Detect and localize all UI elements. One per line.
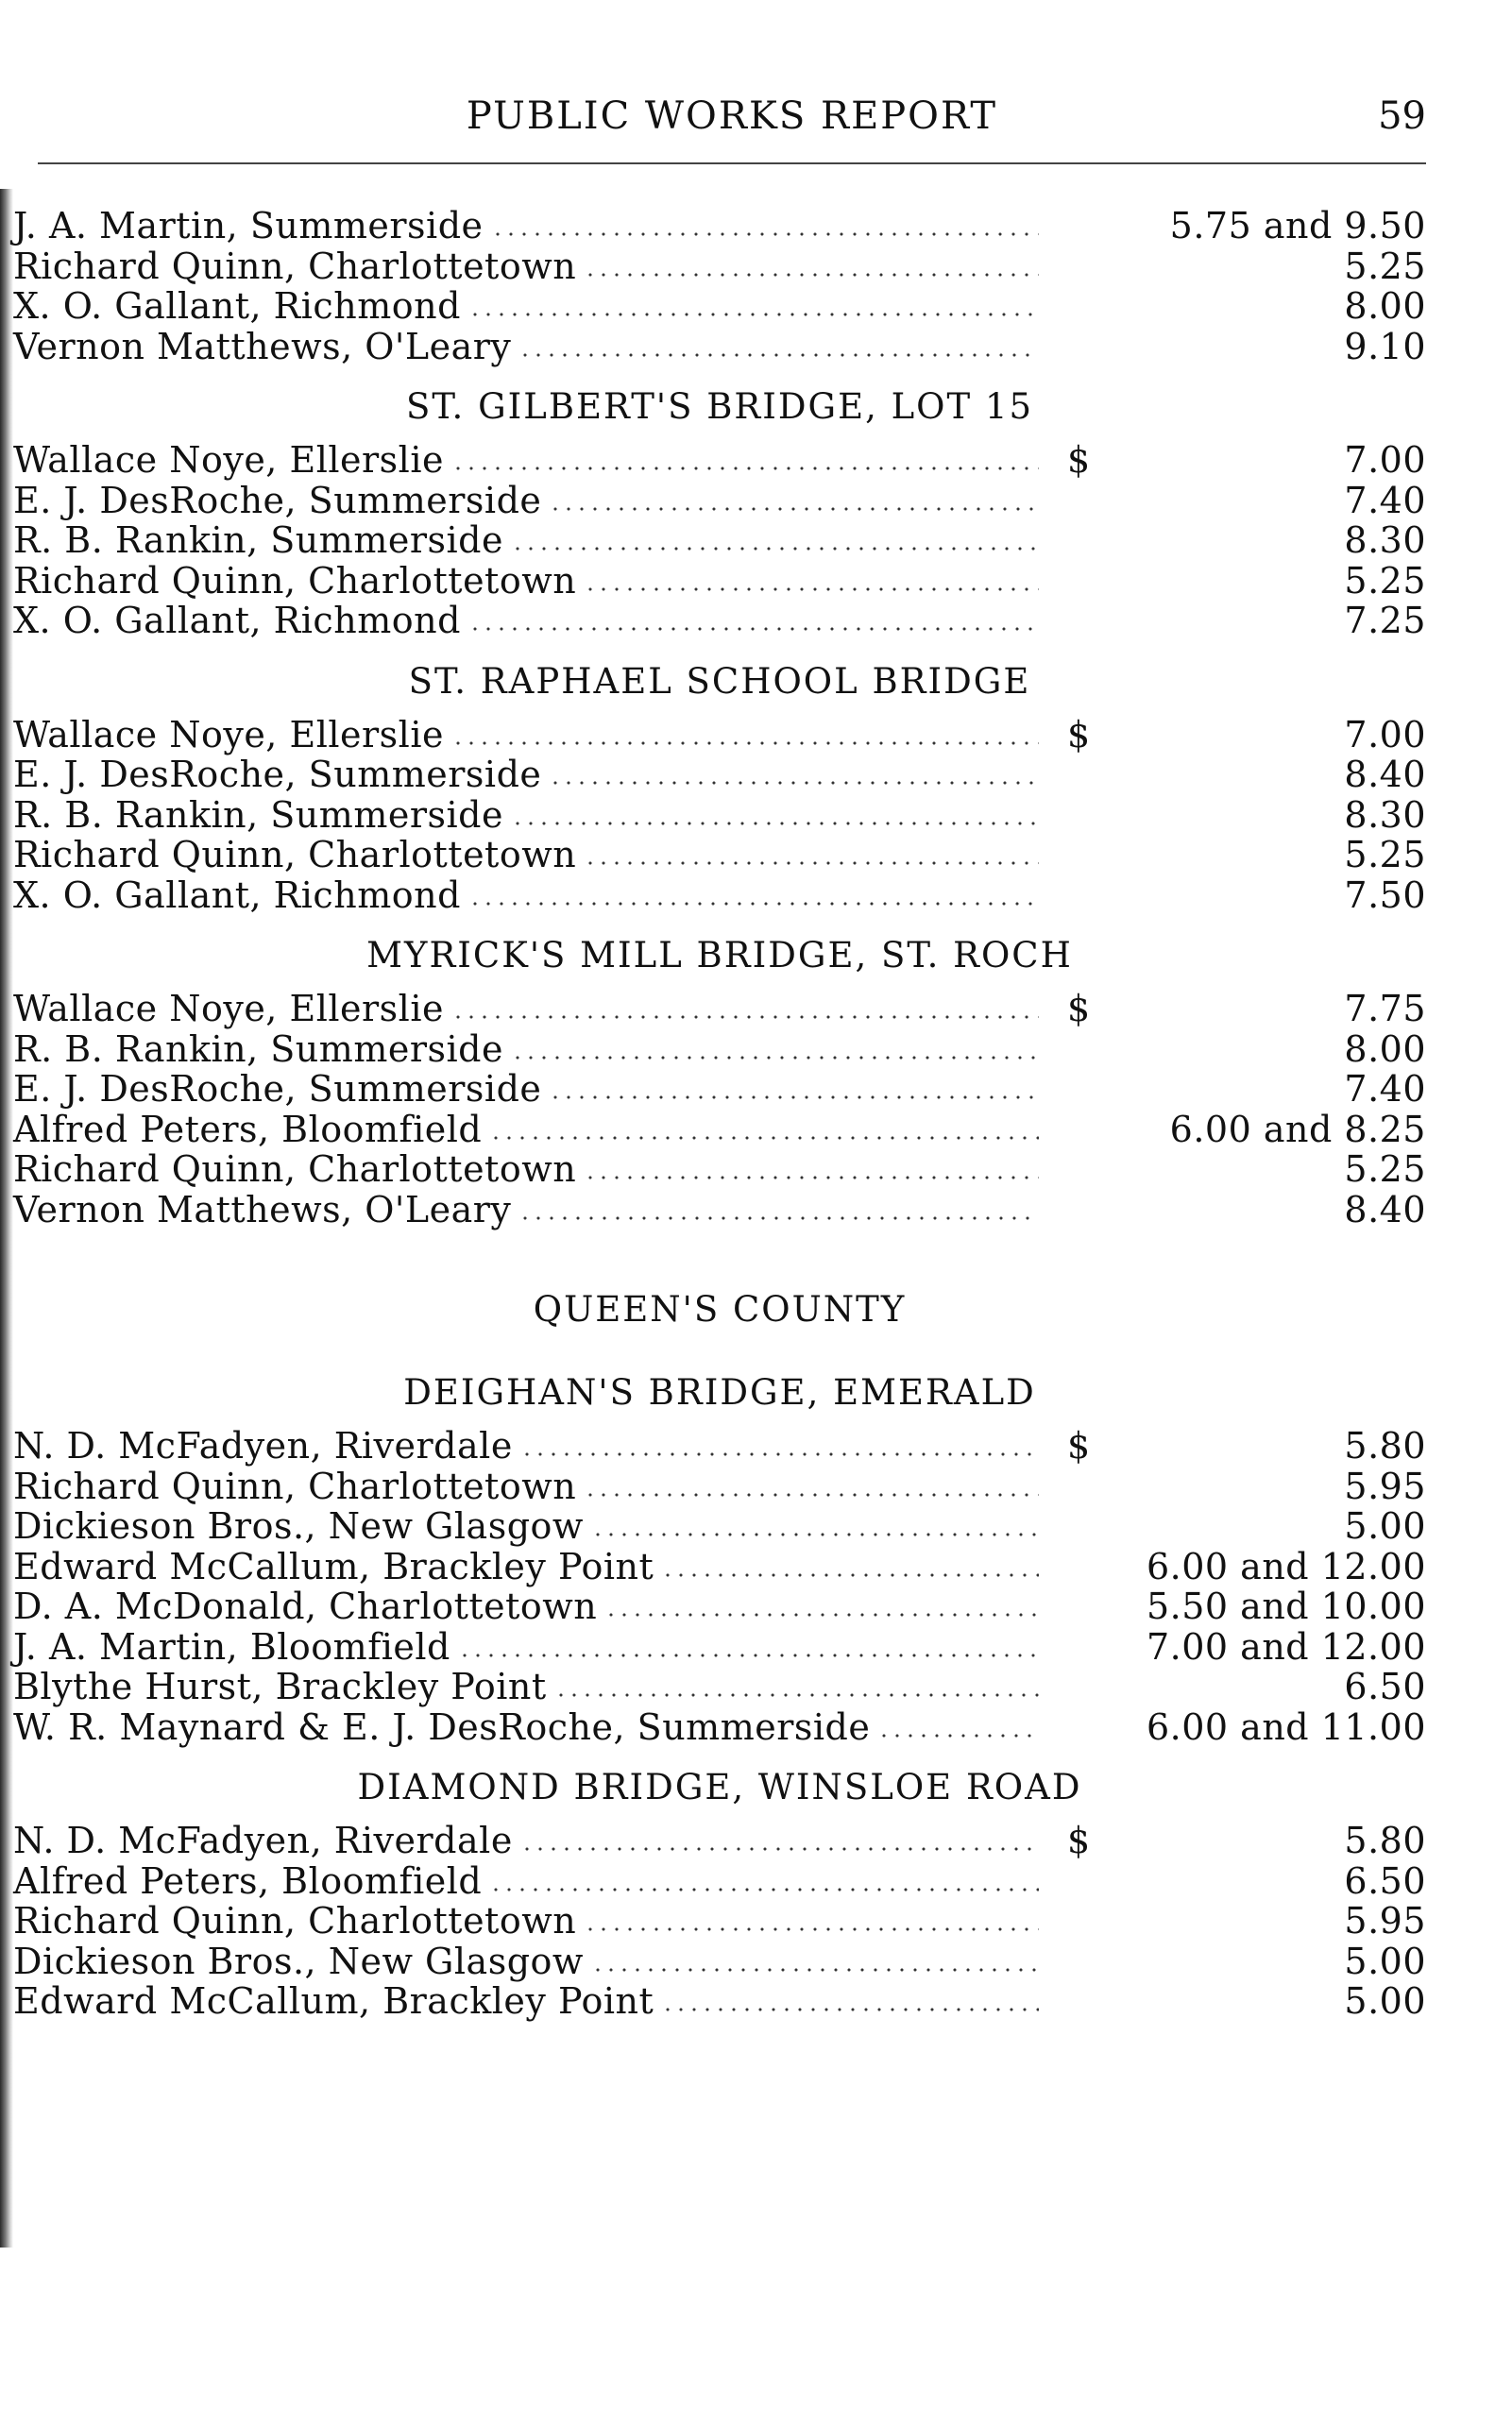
bidder-name: Dickieson Bros., New Glasgow [13, 1940, 584, 1982]
page-header [38, 94, 1426, 151]
bid-price: 5.00 [1344, 1940, 1426, 1982]
bid-price: 7.00 [1344, 713, 1426, 755]
dot-leader [451, 467, 1039, 470]
dot-leader [468, 627, 1039, 631]
bidder-name: W. R. Maynard & E. J. DesRoche, Summerside [13, 1705, 871, 1748]
bidder-name: Edward McCallum, Brackley Point [13, 1545, 654, 1587]
bridge-heading: DIAMOND BRIDGE, WINSLOE ROAD [357, 1767, 1082, 1807]
bid-price: 5.95 [1344, 1465, 1426, 1507]
tender-row [13, 246, 1426, 287]
bid-price: 5.25 [1344, 559, 1426, 602]
header-divider [38, 162, 1426, 164]
tender-row [13, 1149, 1426, 1190]
bid-price: 6.50 [1344, 1859, 1426, 1902]
bid-price: 7.50 [1344, 874, 1426, 916]
bid-price: 5.25 [1344, 1148, 1426, 1190]
tender-row [13, 481, 1426, 521]
tender-row [13, 327, 1426, 367]
dot-leader [520, 1452, 1039, 1456]
tender-row [13, 1901, 1426, 1942]
bidder-name: X. O. Gallant, Richmond [13, 874, 461, 916]
dot-leader [458, 1654, 1039, 1657]
dot-leader [489, 1888, 1039, 1892]
dot-leader [451, 1015, 1039, 1019]
tender-row [13, 1627, 1426, 1668]
bidder-name: Wallace Noye, Ellerslie [13, 713, 444, 755]
bid-price: 5.25 [1344, 834, 1426, 875]
bid-price: 5.00 [1344, 1980, 1426, 2022]
tender-row [13, 520, 1426, 561]
bidder-name: N. D. McFadyen, Riverdale [13, 1425, 513, 1467]
bid-price: 8.40 [1344, 754, 1426, 795]
bid-price: 6.00 and 8.25 [1169, 1108, 1426, 1150]
dot-leader [491, 232, 1039, 236]
tender-row [13, 440, 1426, 481]
dot-leader [591, 1968, 1039, 1972]
tender-row [13, 1707, 1426, 1748]
bid-price: 8.00 [1344, 285, 1426, 327]
bid-price: 5.75 and 9.50 [1169, 205, 1426, 246]
bidder-name: Richard Quinn, Charlottetown [13, 559, 577, 602]
bidder-name: Vernon Matthews, O'Leary [13, 325, 512, 367]
bid-price: 5.80 [1344, 1425, 1426, 1467]
bidder-name: Wallace Noye, Ellerslie [13, 439, 444, 481]
bid-price: 6.00 and 11.00 [1146, 1705, 1426, 1748]
bidder-name: E. J. DesRoche, Summerside [13, 754, 542, 795]
tender-row [13, 601, 1426, 641]
tender-row [13, 755, 1426, 795]
bid-price: 5.50 and 10.00 [1146, 1586, 1426, 1627]
dot-leader [511, 1056, 1039, 1060]
dot-leader [468, 313, 1039, 316]
bid-price: 5.95 [1344, 1900, 1426, 1942]
tender-row [13, 286, 1426, 327]
bid-price: 6.50 [1344, 1666, 1426, 1707]
book-spine-shadow [0, 189, 13, 2248]
bid-price: 9.10 [1344, 325, 1426, 367]
bid-price: 7.25 [1344, 600, 1426, 641]
bidder-name: Richard Quinn, Charlottetown [13, 245, 577, 287]
bidder-name: Wallace Noye, Ellerslie [13, 988, 444, 1029]
bid-price: 8.40 [1344, 1188, 1426, 1230]
page-number: 59 [1378, 94, 1426, 138]
bidder-name: Richard Quinn, Charlottetown [13, 1900, 577, 1942]
bidder-name: J. A. Martin, Bloomfield [13, 1625, 450, 1668]
currency-symbol: $ [1067, 713, 1091, 755]
bidder-name: J. A. Martin, Summerside [13, 205, 484, 246]
tender-row [13, 1586, 1426, 1627]
bidder-name: R. B. Rankin, Summerside [13, 519, 503, 561]
dot-leader [591, 1533, 1039, 1536]
bidder-name: Richard Quinn, Charlottetown [13, 1148, 577, 1190]
bidder-name: X. O. Gallant, Richmond [13, 285, 461, 327]
tender-listing [13, 206, 1426, 2022]
tender-row [13, 1190, 1426, 1230]
dot-leader [549, 781, 1039, 785]
tender-row [13, 1029, 1426, 1070]
tender-row [13, 1821, 1426, 1861]
bid-price: 5.00 [1344, 1505, 1426, 1547]
dot-leader [584, 587, 1039, 591]
dot-leader [489, 1136, 1039, 1140]
dot-leader [584, 1176, 1039, 1179]
dot-leader [877, 1734, 1039, 1738]
dot-leader [584, 1493, 1039, 1497]
dot-leader [604, 1613, 1039, 1617]
currency-symbol: $ [1067, 988, 1091, 1029]
bid-price: 8.30 [1344, 793, 1426, 836]
bridge-heading: ST. RAPHAEL SCHOOL BRIDGE [408, 660, 1031, 702]
bid-price: 5.25 [1344, 245, 1426, 287]
dot-leader [661, 2008, 1039, 2011]
dot-leader [511, 547, 1039, 551]
tender-row [13, 1942, 1426, 1982]
tender-row [13, 1547, 1426, 1587]
bid-price: 7.00 [1344, 439, 1426, 481]
dot-leader [518, 1216, 1039, 1220]
tender-row [13, 989, 1426, 1029]
tender-row [13, 1506, 1426, 1547]
bid-price: 7.75 [1344, 988, 1426, 1029]
dot-leader [549, 1095, 1039, 1099]
bidder-name: Blythe Hurst, Brackley Point [13, 1666, 547, 1707]
tender-row [13, 1110, 1426, 1150]
dot-leader [468, 902, 1039, 906]
dot-leader [518, 353, 1039, 357]
bid-price: 5.80 [1344, 1820, 1426, 1861]
dot-leader [661, 1573, 1039, 1577]
page-title: PUBLIC WORKS REPORT [466, 94, 998, 138]
dot-leader [451, 741, 1039, 745]
bid-price: 8.00 [1344, 1027, 1426, 1070]
bid-price: 7.40 [1344, 1068, 1426, 1110]
bid-price: 7.00 and 12.00 [1146, 1625, 1426, 1668]
tender-row [13, 795, 1426, 836]
bidder-name: N. D. McFadyen, Riverdale [13, 1820, 513, 1861]
currency-symbol: $ [1067, 1820, 1091, 1861]
bidder-name: X. O. Gallant, Richmond [13, 600, 461, 641]
bridge-heading: ST. GILBERT'S BRIDGE, LOT 15 [405, 386, 1034, 427]
tender-row [13, 875, 1426, 916]
bidder-name: Richard Quinn, Charlottetown [13, 834, 577, 875]
bidder-name: E. J. DesRoche, Summerside [13, 1068, 542, 1110]
bidder-name: Vernon Matthews, O'Leary [13, 1188, 512, 1230]
dot-leader [520, 1847, 1039, 1851]
bidder-name: Alfred Peters, Bloomfield [13, 1108, 483, 1150]
bid-price: 8.30 [1344, 519, 1426, 561]
tender-row [13, 561, 1426, 602]
tender-row [13, 1467, 1426, 1507]
bridge-heading: MYRICK'S MILL BRIDGE, ST. ROCH [366, 935, 1073, 975]
dot-leader [584, 861, 1039, 865]
dot-leader [511, 822, 1039, 825]
tender-row [13, 835, 1426, 875]
bidder-name: Edward McCallum, Brackley Point [13, 1980, 654, 2022]
bridge-heading: DEIGHAN'S BRIDGE, EMERALD [403, 1372, 1036, 1413]
bidder-name: E. J. DesRoche, Summerside [13, 479, 542, 521]
bid-price: 7.40 [1344, 479, 1426, 521]
bidder-name: Alfred Peters, Bloomfield [13, 1859, 483, 1902]
bidder-name: R. B. Rankin, Summerside [13, 793, 503, 836]
dot-leader [549, 507, 1039, 511]
tender-row [13, 1069, 1426, 1110]
tender-row [13, 1667, 1426, 1707]
tender-row [13, 1861, 1426, 1902]
county-heading: QUEEN'S COUNTY [533, 1289, 907, 1330]
bidder-name: Dickieson Bros., New Glasgow [13, 1505, 584, 1547]
tender-row [13, 1981, 1426, 2022]
bid-price: 6.00 and 12.00 [1146, 1545, 1426, 1587]
bidder-name: R. B. Rankin, Summerside [13, 1027, 503, 1070]
currency-symbol: $ [1067, 1425, 1091, 1467]
dot-leader [554, 1693, 1039, 1697]
currency-symbol: $ [1067, 439, 1091, 481]
bidder-name: D. A. McDonald, Charlottetown [13, 1586, 598, 1627]
dot-leader [584, 1927, 1039, 1931]
tender-row [13, 206, 1426, 246]
bidder-name: Richard Quinn, Charlottetown [13, 1465, 577, 1507]
tender-row [13, 715, 1426, 755]
tender-row [13, 1426, 1426, 1467]
dot-leader [584, 273, 1039, 277]
